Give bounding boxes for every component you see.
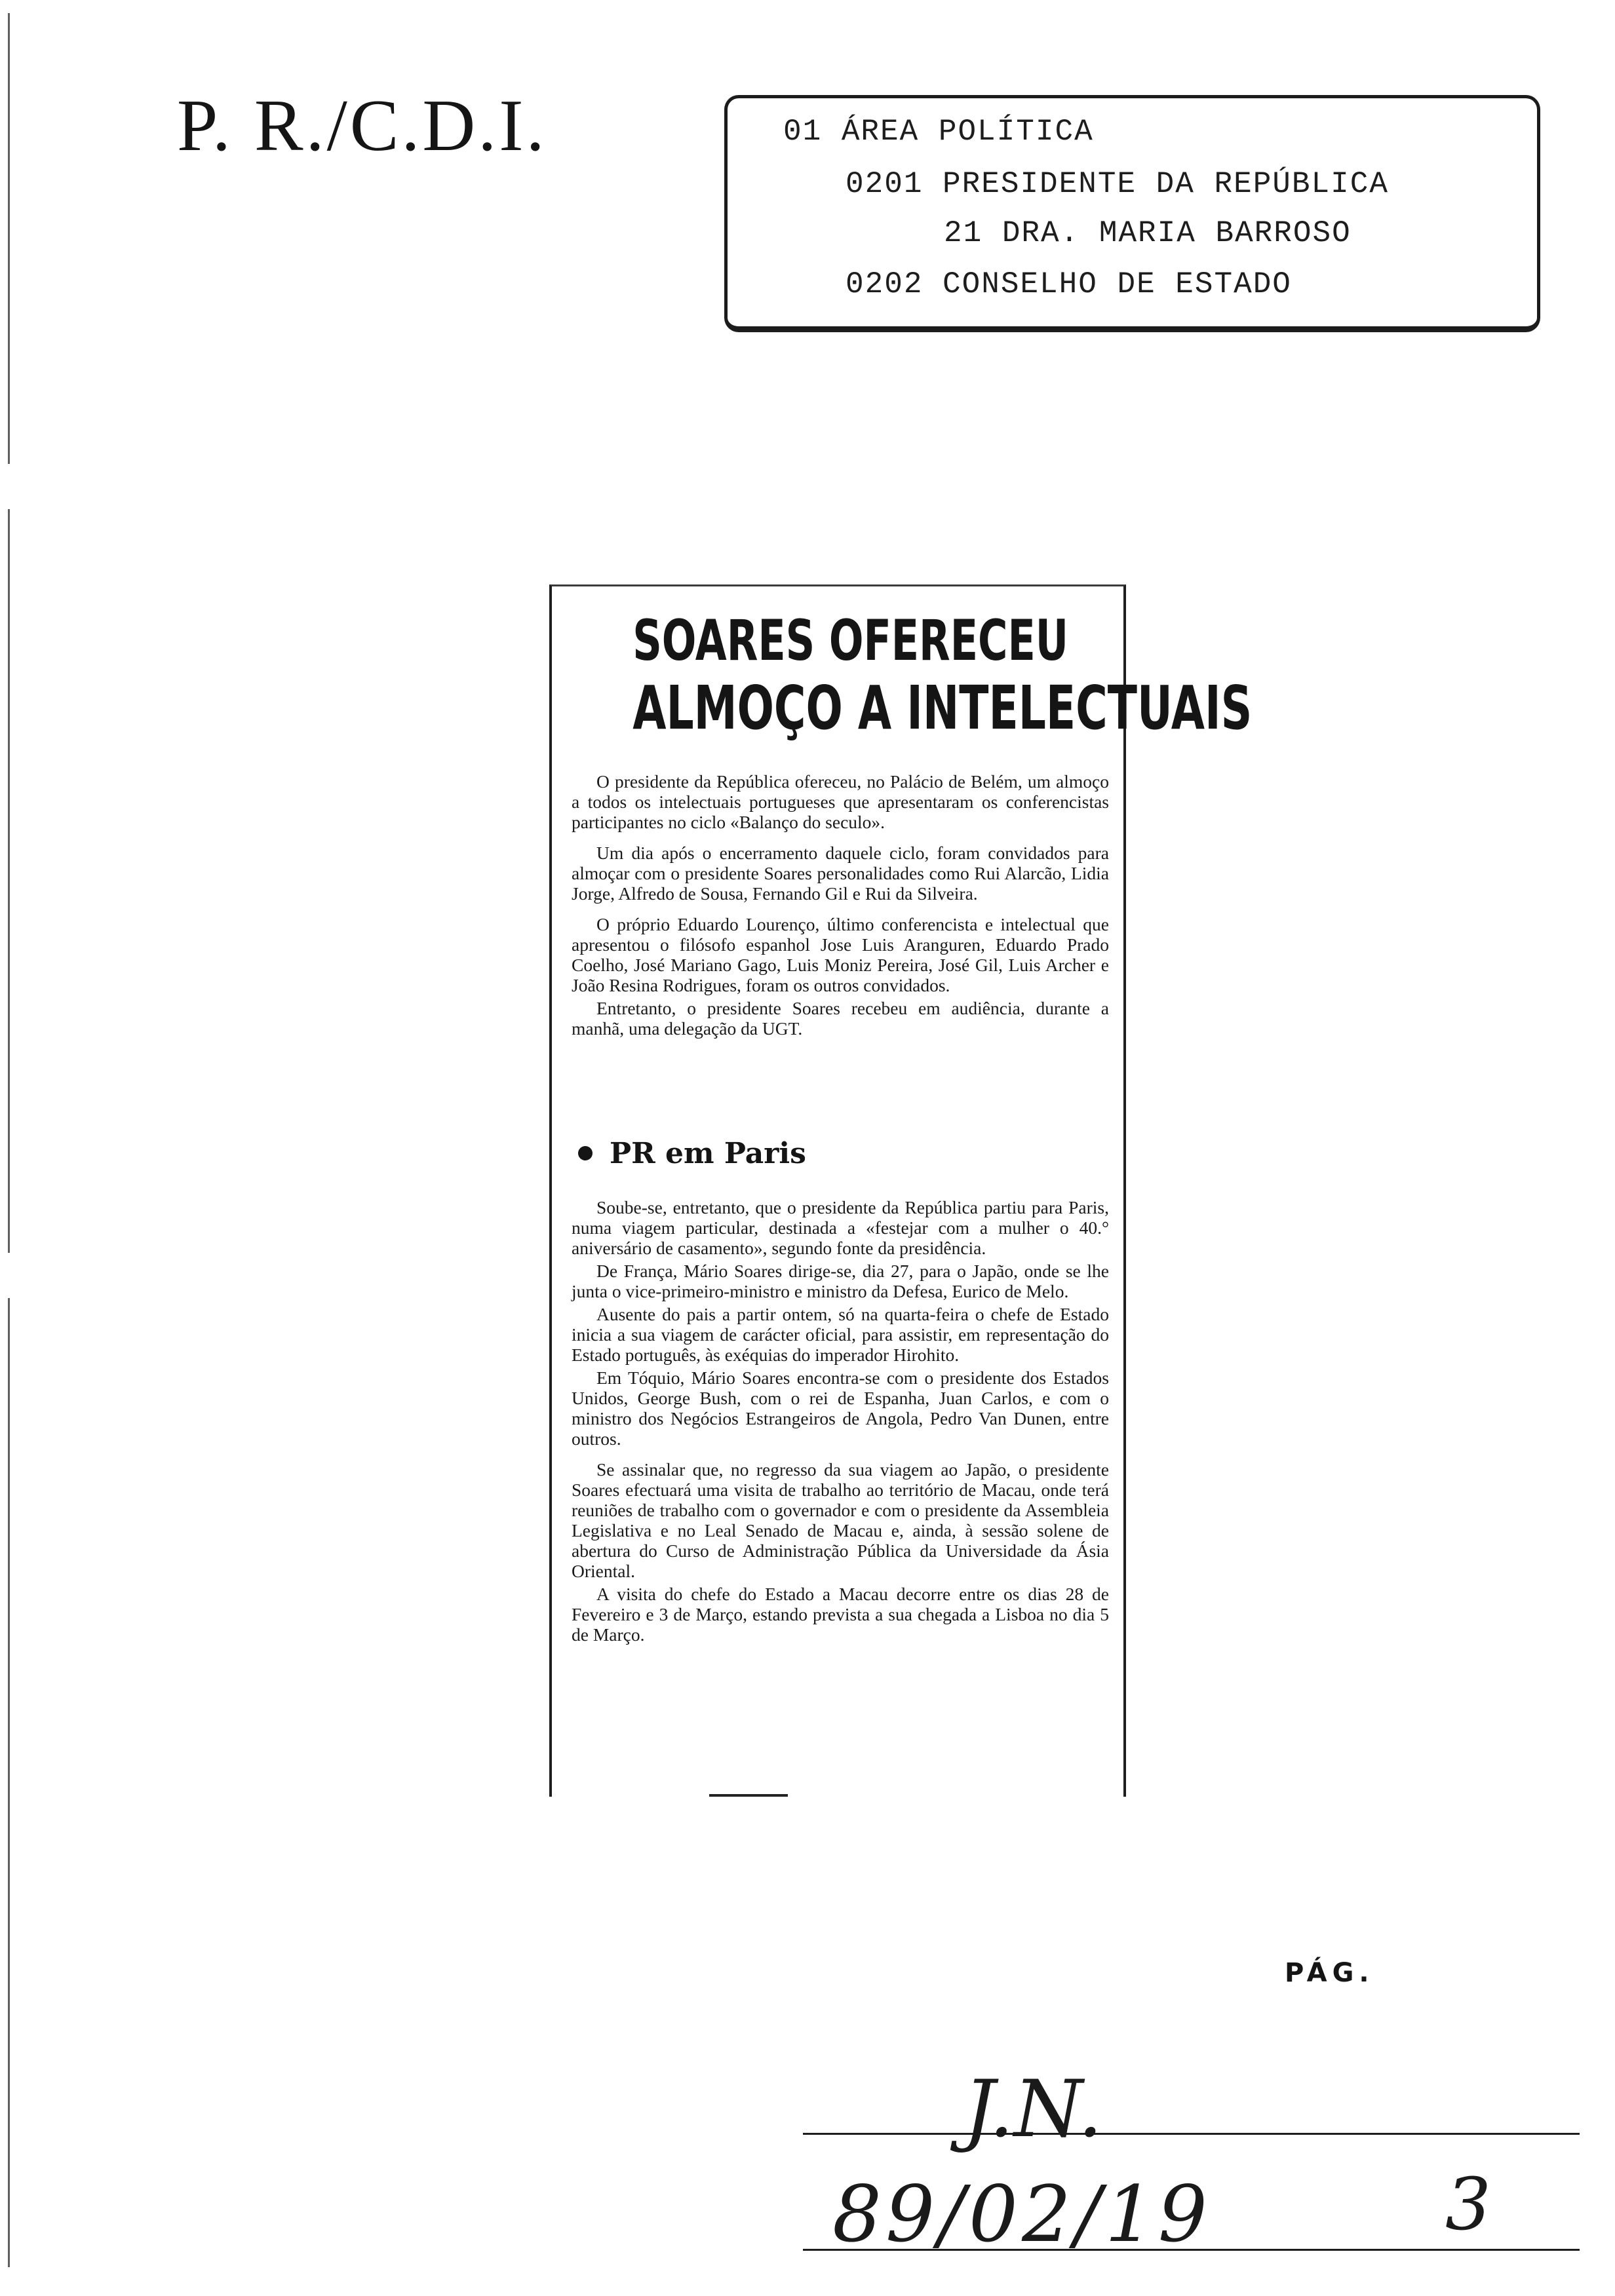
headline-line-1: SOARES OFERECEU	[632, 608, 1069, 674]
newspaper-clipping	[549, 584, 1253, 1797]
paragraph-1: O presidente da República ofereceu, no Palácio de Belém, um almoço a todos os intelectuais portugueses que apresentaram os conferencistas participantes no ciclo «Balanço do seculo».	[572, 771, 1109, 832]
page-label: PÁG.	[1285, 1958, 1374, 1988]
binding-margin-line	[8, 13, 10, 2267]
subheading-text: PR em Paris	[610, 1137, 806, 1170]
paragraph-2: Um dia após o encerramento daquele ciclo, foram convidados para almoçar com o presidente Soares personalidades como Rui Alarcão, Lidia Jorge, Alfredo de Sousa, Fernando Gil e Rui da Silveira.	[572, 843, 1109, 904]
article-end-rule	[709, 1794, 788, 1797]
handwritten-page-number: 3	[1445, 2162, 1491, 2246]
paragraph-4: Entretanto, o presidente Soares recebeu em audiência, durante a manhã, uma delegação da UGT.	[572, 998, 1109, 1039]
source-underline	[803, 2133, 1580, 2135]
subheading	[578, 1137, 806, 1170]
archive-code: P. R./C.D.I.	[177, 85, 547, 166]
paragraph-5: Soube-se, entretanto, que o presidente da República partiu para Paris, numa viagem particular, destinada a «festejar com a mulher o 40.° aniversário de casamento», segundo fonte da presidência.	[572, 1197, 1109, 1258]
handwritten-source: J.N.	[963, 2064, 1103, 2155]
paragraph-6: De França, Mário Soares dirige-se, dia 27, para o Japão, onde se lhe junta o vice-primeiro-ministro e ministro da Defesa, Eurico de Melo.	[572, 1261, 1109, 1301]
paragraph-7: Ausente do pais a partir ontem, só na quarta-feira o chefe de Estado inicia a sua viagem de carácter oficial, para assistir, em representação do Estado português, às exéquias do imperador Hirohito.	[572, 1304, 1109, 1365]
classification-subject: 0201 PRESIDENTE DA REPÚBLICA	[846, 167, 1389, 201]
classification-person: 21 DRA. MARIA BARROSO	[944, 216, 1352, 250]
bullet-icon	[578, 1146, 593, 1160]
paragraph-9: Se assinalar que, no regresso da sua viagem ao Japão, o presidente Soares efectuará uma visita de trabalho ao território de Macau, onde terá reuniões de trabalho com o governador e com o presidente da Assembleia Legislativa e no Leal Senado de Macau e, ainda, à sessão solene de abertura do Curso de Administração Pública da Universidade da Ásia Oriental.	[572, 1459, 1109, 1581]
headline-line-2: ALMOÇO A INTELECTUAIS	[632, 673, 1253, 743]
classification-subject-2: 0202 CONSELHO DE ESTADO	[846, 267, 1292, 301]
article-body-part-1	[572, 771, 1109, 1049]
paragraph-10: A visita do chefe do Estado a Macau decorre entre os dias 28 de Fevereiro e 3 de Março, estando prevista a sua chegada a Lisboa no dia 5 de Março.	[572, 1584, 1109, 1645]
article-body-part-2	[572, 1197, 1109, 1655]
paragraph-3: O próprio Eduardo Lourenço, último conferencista e intelectual que apresentou o filósofo espanhol Jose Luis Aranguren, Eduardo Prado Coelho, José Mariano Gago, Luis Moniz Pereira, José Gil, Luis Archer e João Resina Rodrigues, foram os outros convidados.	[572, 914, 1109, 995]
classification-area: 01 ÁREA POLÍTICA	[783, 115, 1094, 149]
handwritten-date: 89/02/19	[832, 2169, 1211, 2259]
paragraph-8: Em Tóquio, Mário Soares encontra-se com o presidente dos Estados Unidos, George Bush, com o rei de Espanha, Juan Carlos, e com o ministro dos Negócios Estrangeiros de Angola, Pedro Van Dunen, entre outros.	[572, 1368, 1109, 1449]
